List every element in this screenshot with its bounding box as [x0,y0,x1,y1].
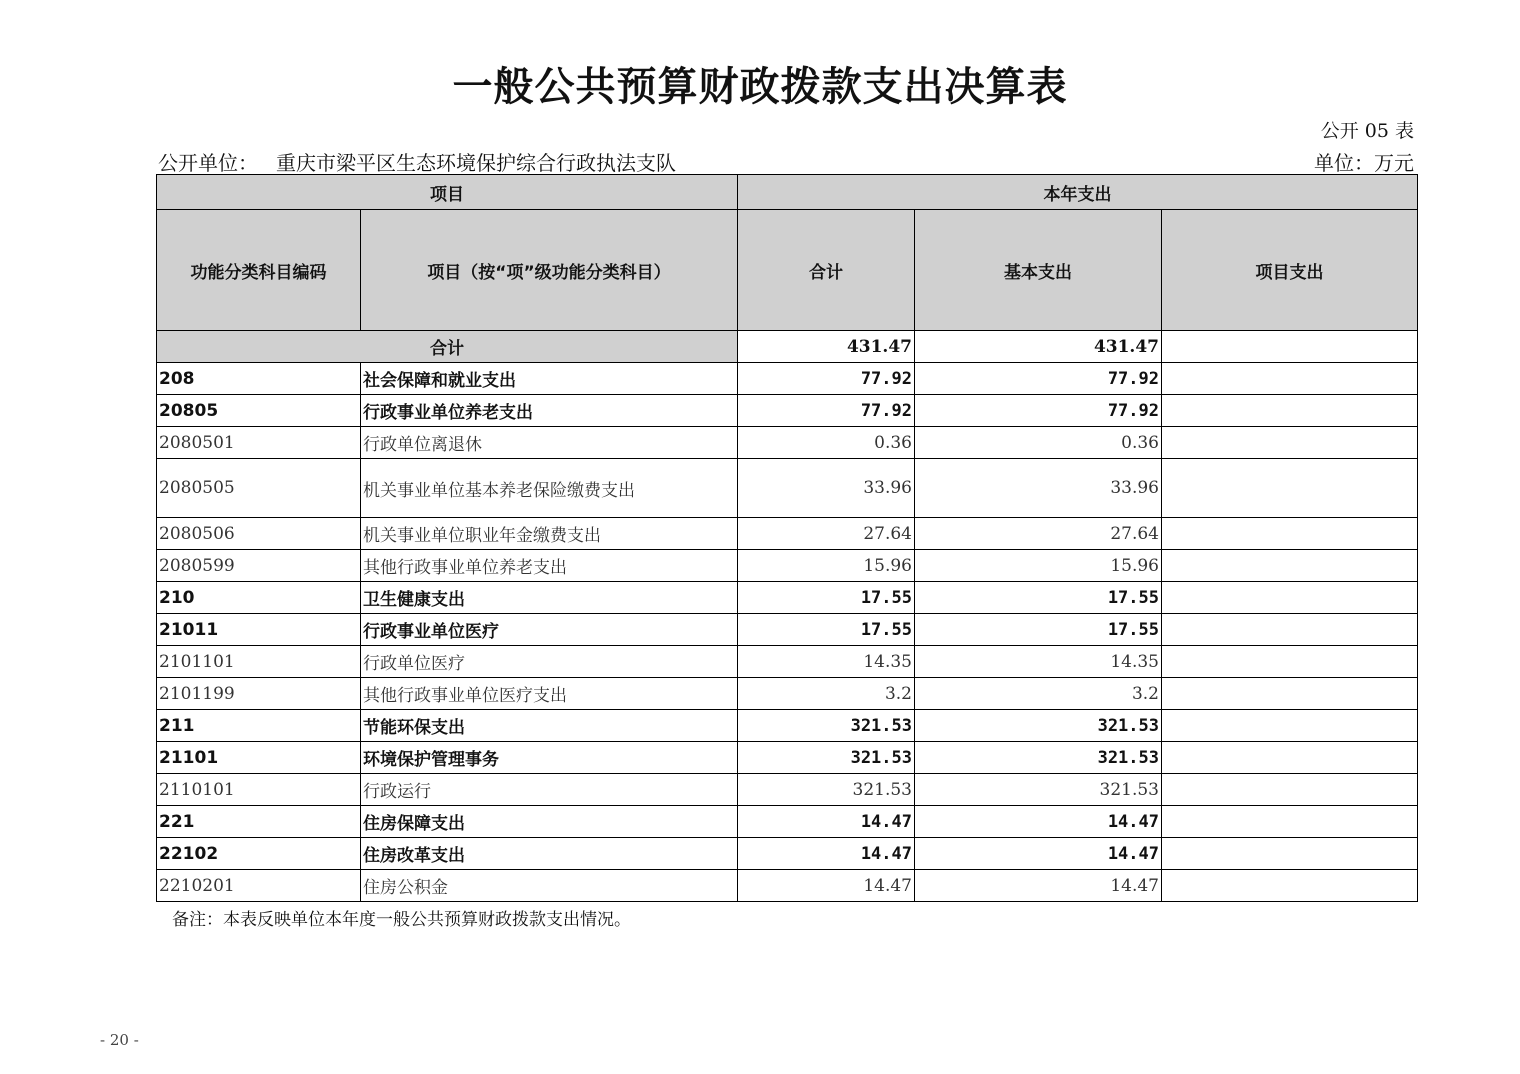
table-row [157,614,1418,646]
table-row [157,395,1418,427]
header-row-1 [157,175,1418,210]
row-code: 2080505 [157,459,361,518]
table-row [157,774,1418,806]
table-row [157,459,1418,518]
row-project [1162,678,1418,710]
row-total: 14.35 [738,646,915,678]
row-basic: 321.53 [915,774,1162,806]
row-basic: 14.35 [915,646,1162,678]
row-code: 21101 [157,742,361,774]
row-basic: 33.96 [915,459,1162,518]
total-amount: 431.47 [738,331,915,363]
row-total: 33.96 [738,459,915,518]
row-project [1162,582,1418,614]
row-total: 321.53 [738,742,915,774]
row-name: 行政事业单位养老支出 [361,395,738,427]
row-code: 2210201 [157,870,361,902]
table-row [157,710,1418,742]
row-basic: 321.53 [915,710,1162,742]
row-project [1162,870,1418,902]
table-row [157,742,1418,774]
row-total: 14.47 [738,806,915,838]
header-current-year: 本年支出 [738,175,1418,210]
row-basic: 27.64 [915,518,1162,550]
org-label: 公开单位： [158,151,258,175]
row-basic: 14.47 [915,838,1162,870]
header-basic: 基本支出 [915,210,1162,331]
header-total: 合计 [738,210,915,331]
table-number: 公开 05 表 [1320,120,1414,142]
row-name: 其他行政事业单位医疗支出 [361,678,738,710]
row-basic: 14.47 [915,870,1162,902]
row-basic: 15.96 [915,550,1162,582]
row-name: 节能环保支出 [361,710,738,742]
row-project [1162,614,1418,646]
row-name: 行政单位医疗 [361,646,738,678]
page-number: - 20 - [100,1031,139,1049]
unit-line [158,147,1414,176]
row-project [1162,646,1418,678]
row-name: 行政事业单位医疗 [361,614,738,646]
row-total: 14.47 [738,870,915,902]
table-row [157,427,1418,459]
row-project [1162,838,1418,870]
row-name: 住房改革支出 [361,838,738,870]
total-row [157,331,1418,363]
total-basic: 431.47 [915,331,1162,363]
row-name: 行政单位离退休 [361,427,738,459]
row-name: 住房保障支出 [361,806,738,838]
row-name: 社会保障和就业支出 [361,363,738,395]
row-total: 0.36 [738,427,915,459]
table-row [157,806,1418,838]
row-project [1162,710,1418,742]
row-basic: 17.55 [915,582,1162,614]
row-project [1162,518,1418,550]
row-name: 其他行政事业单位养老支出 [361,550,738,582]
row-project [1162,806,1418,838]
table-row [157,550,1418,582]
row-project [1162,742,1418,774]
row-code: 210 [157,582,361,614]
row-total: 15.96 [738,550,915,582]
row-name: 机关事业单位基本养老保险缴费支出 [361,459,738,518]
unit-label: 单位：万元 [1314,151,1414,175]
total-project [1162,331,1418,363]
row-code: 2080506 [157,518,361,550]
row-code: 211 [157,710,361,742]
row-project [1162,427,1418,459]
row-name: 行政运行 [361,774,738,806]
row-code: 20805 [157,395,361,427]
row-code: 2080501 [157,427,361,459]
table-row [157,870,1418,902]
row-project [1162,459,1418,518]
header-item: 项目（按“项”级功能分类科目） [361,210,738,331]
row-basic: 77.92 [915,363,1162,395]
row-project [1162,550,1418,582]
row-project [1162,774,1418,806]
row-code: 208 [157,363,361,395]
table-row [157,646,1418,678]
table-row [157,838,1418,870]
budget-table [156,174,1418,902]
row-basic: 321.53 [915,742,1162,774]
row-code: 21011 [157,614,361,646]
row-name: 环境保护管理事务 [361,742,738,774]
row-name: 卫生健康支出 [361,582,738,614]
header-project-expense: 项目支出 [1162,210,1418,331]
row-code: 2101199 [157,678,361,710]
row-total: 17.55 [738,614,915,646]
row-name: 住房公积金 [361,870,738,902]
org-info [158,147,694,176]
row-code: 2080599 [157,550,361,582]
header-row-2 [157,210,1418,331]
row-basic: 0.36 [915,427,1162,459]
row-total: 17.55 [738,582,915,614]
table-row [157,363,1418,395]
row-project [1162,363,1418,395]
row-name: 机关事业单位职业年金缴费支出 [361,518,738,550]
page-title: 一般公共预算财政拨款支出决算表 [452,64,1068,110]
row-total: 77.92 [738,395,915,427]
row-code: 221 [157,806,361,838]
footnote: 备注：本表反映单位本年度一般公共预算财政拨款支出情况。 [172,910,631,930]
row-total: 3.2 [738,678,915,710]
row-total: 14.47 [738,838,915,870]
table-row [157,678,1418,710]
row-total: 77.92 [738,363,915,395]
row-code: 2110101 [157,774,361,806]
total-label: 合计 [157,331,738,363]
row-project [1162,395,1418,427]
row-basic: 14.47 [915,806,1162,838]
row-total: 321.53 [738,710,915,742]
table-row [157,518,1418,550]
row-basic: 77.92 [915,395,1162,427]
row-code: 22102 [157,838,361,870]
org-name: 重庆市梁平区生态环境保护综合行政执法支队 [276,151,676,175]
row-basic: 3.2 [915,678,1162,710]
row-total: 27.64 [738,518,915,550]
header-project: 项目 [157,175,738,210]
row-basic: 17.55 [915,614,1162,646]
row-code: 2101101 [157,646,361,678]
header-code: 功能分类科目编码 [157,210,361,331]
table-row [157,582,1418,614]
row-total: 321.53 [738,774,915,806]
